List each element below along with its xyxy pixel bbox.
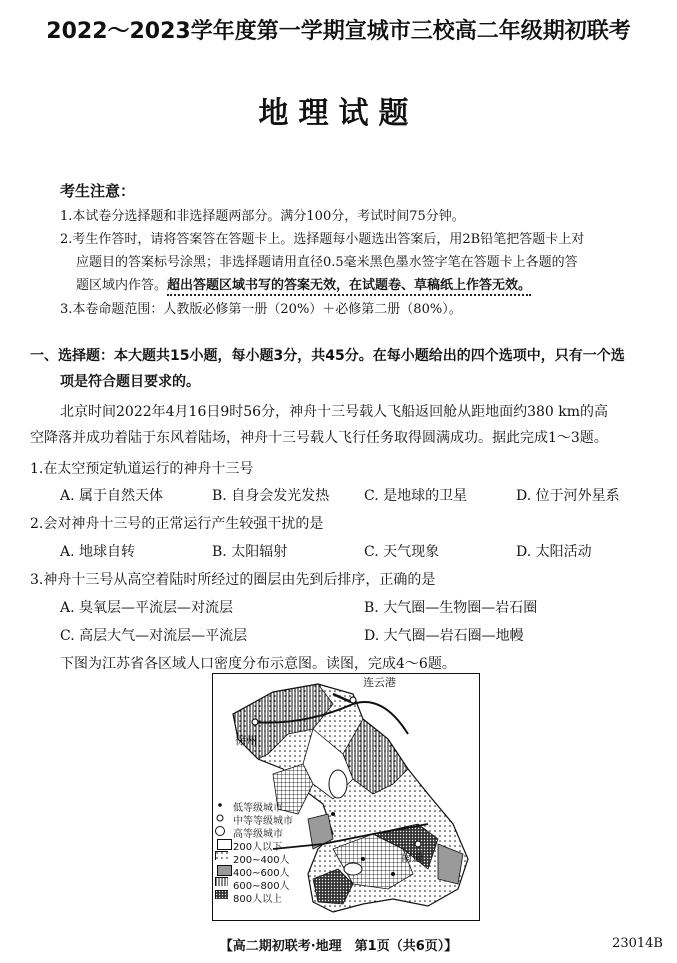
legend-label: 高等级城市 <box>233 829 283 840</box>
question-2-option-a: A. 地球自转 <box>60 544 136 560</box>
notice-item-1: 1.本试卷分选择题和非选择题两部分。满分100分，考试时间75分钟。 <box>60 209 465 224</box>
notice-item-2-line-2: 应题目的答案标号涂黑；非选择题请用直径0.5毫米黑色墨水签字笔在答题卡上各题的答 <box>76 255 578 270</box>
question-3-stem: 3.神舟十三号从高空着陆时所经过的圈层由先到后排序，正确的是 <box>30 572 436 588</box>
section1-instructions-line-1: 一、选择题：本大题共15小题，每小题3分，共45分。在每小题给出的四个选项中，只有一个选 <box>30 348 625 364</box>
swatch-white <box>217 839 232 850</box>
question-1-option-b: B. 自身会发光发热 <box>212 488 330 504</box>
legend-label: 800人以上 <box>233 894 283 905</box>
question-2-stem: 2.会对神舟十三号的正常运行产生较强干扰的是 <box>30 516 324 532</box>
notice-item-3: 3.本卷命题范围：人教版必修第一册（20%）＋必修第二册（80%）。 <box>60 302 462 317</box>
question-2-option-d: D. 太阳活动 <box>516 544 592 560</box>
legend-label: 低等级城市 <box>233 803 283 814</box>
swatch-dense <box>215 890 228 899</box>
swatch-vertical <box>215 877 228 886</box>
medium-circle-icon <box>215 812 226 823</box>
question-1-stem: 1.在太空预定轨道运行的神舟十三号 <box>30 461 254 477</box>
passage-1-line-2: 空降落并成功着陆于东风着陆场，神舟十三号载人飞行任务取得圆满成功。据此完成1～3题。 <box>30 430 608 446</box>
map-label-lianyungang: 连云港 <box>363 676 396 689</box>
notice-item-2-line-3-plain: 题区域内作答。 <box>76 278 168 293</box>
large-circle-icon <box>215 825 226 836</box>
small-dot-icon <box>215 799 226 810</box>
notice-item-2-line-3 <box>76 274 531 293</box>
section1-instructions-line-2: 项是符合题目要求的。 <box>60 374 200 390</box>
page-footer: 【高二期初联考·地理 第1页（共6页）】 <box>219 939 458 954</box>
legend-label: 600~800人 <box>233 881 290 892</box>
exam-header: 2022～2023学年度第一学期宣城市三校高二年级期初联考 <box>46 19 631 44</box>
legend-label: 400~600人 <box>233 868 290 879</box>
swatch-grey <box>217 865 232 876</box>
passage-1-line-1: 北京时间2022年4月16日9时56分，神舟十三号载人飞船返回舱从距地面约380 km的高 <box>60 404 609 420</box>
notice-heading: 考生注意： <box>60 182 136 200</box>
passage-2: 下图为江苏省各区域人口密度分布示意图。读图，完成4～6题。 <box>60 656 456 672</box>
legend-label: 200人以下 <box>233 842 283 853</box>
population-density-map <box>212 673 480 921</box>
notice-item-2-emphasis: 超出答题区域书写的答案无效，在试题卷、草稿纸上作答无效。 <box>167 278 531 296</box>
map-label-nantong: 南通 <box>401 851 423 864</box>
legend-label: 200~400人 <box>233 855 290 866</box>
question-2-option-b: B. 太阳辐射 <box>212 544 288 560</box>
question-3-option-b: B. 大气圈—生物圈—岩石圈 <box>364 600 538 616</box>
question-3-option-a: A. 臭氧层—平流层—对流层 <box>60 600 234 616</box>
question-1-option-a: A. 属于自然天体 <box>60 488 164 504</box>
swatch-dots <box>215 851 228 860</box>
legend-label: 中等等级城市 <box>233 816 293 827</box>
question-3-option-d: D. 大气圈—岩石圈—地幔 <box>364 628 524 644</box>
question-3-option-c: C. 高层大气—对流层—平流层 <box>60 628 248 644</box>
notice-item-2-line-1: 2.考生作答时，请将答案答在答题卡上。选择题每小题选出答案后，用2B铅笔把答题卡上对 <box>60 232 585 247</box>
question-1-option-c: C. 是地球的卫星 <box>364 488 468 504</box>
page-title: 地理试题 <box>258 96 419 131</box>
map-label-xuzhou: 徐州 <box>235 734 257 747</box>
question-1-option-d: D. 位于河外星系 <box>516 488 620 504</box>
paper-code: 23014B <box>612 936 663 951</box>
question-2-option-c: C. 天气现象 <box>364 544 440 560</box>
